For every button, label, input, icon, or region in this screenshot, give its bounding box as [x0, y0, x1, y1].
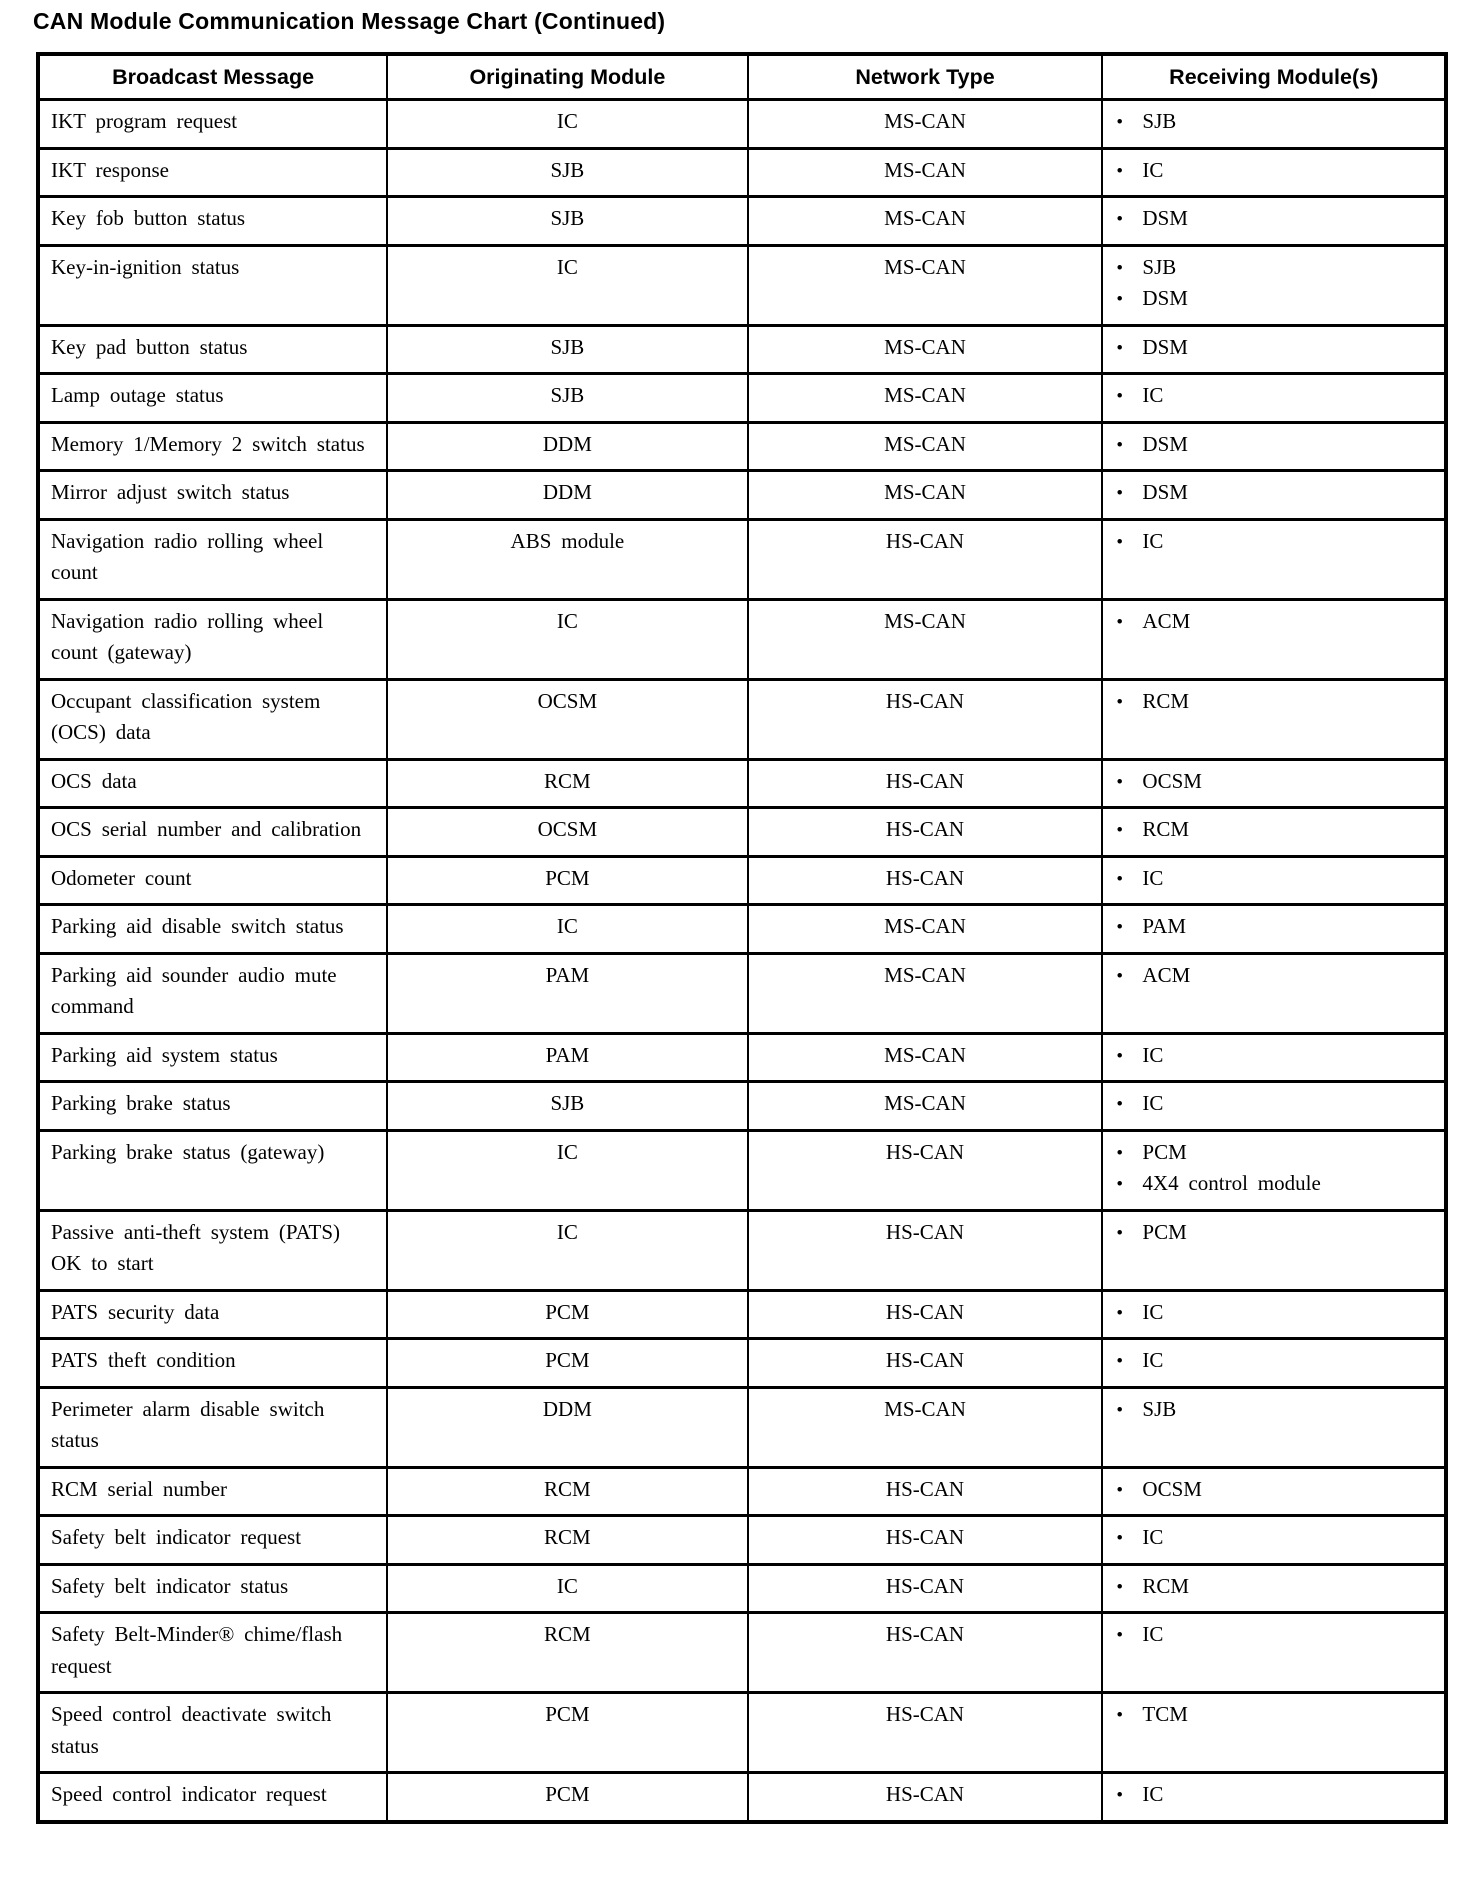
bullet-icon: • [1116, 1302, 1124, 1324]
column-header-broadcast-message: Broadcast Message [38, 54, 387, 100]
receiver-item [1116, 332, 1434, 364]
bullet-icon: • [1116, 531, 1124, 553]
cell-originating-module: PCM [387, 856, 747, 905]
cell-broadcast-message: Key fob button status [38, 197, 387, 246]
receiver-name: DSM [1142, 286, 1188, 310]
cell-receiving-modules [1102, 325, 1446, 374]
cell-network-type: MS-CAN [748, 1082, 1103, 1131]
table-row [38, 1130, 1446, 1210]
table-row [38, 197, 1446, 246]
cell-receiving-modules [1102, 1613, 1446, 1693]
cell-originating-module: PAM [387, 953, 747, 1033]
cell-network-type: HS-CAN [748, 1210, 1103, 1290]
bullet-icon: • [1116, 1528, 1124, 1549]
receiver-item [1116, 526, 1434, 558]
bullet-icon: • [1116, 337, 1124, 359]
bullet-icon: • [1116, 1045, 1124, 1067]
bullet-icon: • [1116, 209, 1124, 230]
receiver-item [1116, 283, 1434, 315]
receiver-name: OCSM [1142, 768, 1202, 793]
cell-network-type: MS-CAN [748, 1387, 1103, 1467]
table-row [38, 1210, 1446, 1290]
receiver-name: ACM [1142, 962, 1191, 987]
receiver-item [1116, 252, 1434, 284]
bullet-icon: • [1116, 1785, 1124, 1806]
cell-receiving-modules [1102, 374, 1446, 423]
receiver-item [1116, 1522, 1434, 1554]
receiver-item [1116, 380, 1434, 412]
table-row [38, 1290, 1446, 1339]
table-row [38, 953, 1446, 1033]
receiver-item [1116, 477, 1434, 509]
bullet-icon: • [1116, 611, 1124, 633]
receiver-name: IC [1142, 865, 1164, 890]
receiver-item [1116, 1217, 1434, 1249]
receiver-name: 4X4 control module [1142, 1171, 1321, 1195]
table-row [38, 374, 1446, 423]
receiver-name: SJB [1142, 254, 1177, 279]
cell-broadcast-message: Speed control deactivate switch status [38, 1693, 387, 1773]
page-title: CAN Module Communication Message Chart (Continued) [33, 8, 666, 34]
cell-broadcast-message: Perimeter alarm disable switch status [38, 1387, 387, 1467]
cell-receiving-modules [1102, 245, 1446, 325]
cell-broadcast-message: Parking brake status [38, 1082, 387, 1131]
cell-network-type: MS-CAN [748, 325, 1103, 374]
receiver-name: RCM [1142, 817, 1190, 841]
bullet-icon: • [1116, 1479, 1124, 1501]
receiver-item [1116, 203, 1434, 235]
table-row [38, 1773, 1446, 1822]
table-row [38, 1693, 1446, 1773]
bullet-icon: • [1116, 1625, 1124, 1646]
receiver-item [1116, 814, 1434, 846]
cell-network-type: MS-CAN [748, 245, 1103, 325]
cell-network-type: MS-CAN [748, 1033, 1103, 1082]
bullet-icon: • [1116, 1399, 1124, 1421]
table-row [38, 759, 1446, 808]
receiver-name: PCM [1142, 1219, 1187, 1244]
receiver-name: DSM [1142, 206, 1188, 230]
column-header-receiving-modules: Receiving Module(s) [1102, 54, 1446, 100]
table-row [38, 1613, 1446, 1693]
receiver-name: IC [1142, 1042, 1164, 1067]
cell-broadcast-message: PATS theft condition [38, 1339, 387, 1388]
cell-network-type: HS-CAN [748, 519, 1103, 599]
receiver-name: DSM [1142, 431, 1188, 456]
receiver-item [1116, 1345, 1434, 1377]
column-header-originating-module: Originating Module [387, 54, 747, 100]
cell-receiving-modules [1102, 1564, 1446, 1613]
receiver-name: OCSM [1142, 1476, 1202, 1501]
cell-originating-module: RCM [387, 759, 747, 808]
cell-originating-module: PCM [387, 1693, 747, 1773]
cell-broadcast-message: IKT program request [38, 100, 387, 149]
receiver-name: SJB [1142, 109, 1177, 133]
receiver-name: ACM [1142, 608, 1191, 633]
bullet-icon: • [1116, 820, 1124, 841]
bullet-icon: • [1116, 1222, 1124, 1244]
bullet-icon: • [1116, 771, 1124, 793]
cell-broadcast-message: Navigation radio rolling wheel count (gateway) [38, 599, 387, 679]
cell-broadcast-message: OCS data [38, 759, 387, 808]
cell-receiving-modules [1102, 1130, 1446, 1210]
table-row [38, 808, 1446, 857]
cell-broadcast-message: Parking aid disable switch status [38, 905, 387, 954]
receiver-item [1116, 1571, 1434, 1603]
cell-originating-module: IC [387, 1130, 747, 1210]
receiver-name: PCM [1142, 1139, 1187, 1164]
cell-network-type: HS-CAN [748, 1467, 1103, 1516]
cell-originating-module: IC [387, 905, 747, 954]
cell-receiving-modules [1102, 1290, 1446, 1339]
receiver-name: IC [1142, 1348, 1164, 1372]
cell-receiving-modules [1102, 1773, 1446, 1822]
receiver-name: IC [1142, 528, 1164, 553]
bullet-icon: • [1116, 1174, 1124, 1195]
bullet-icon: • [1116, 112, 1124, 133]
cell-network-type: HS-CAN [748, 759, 1103, 808]
cell-network-type: MS-CAN [748, 953, 1103, 1033]
cell-broadcast-message: IKT response [38, 148, 387, 197]
cell-broadcast-message: Safety belt indicator status [38, 1564, 387, 1613]
cell-originating-module: RCM [387, 1467, 747, 1516]
cell-network-type: MS-CAN [748, 100, 1103, 149]
cell-receiving-modules [1102, 759, 1446, 808]
bullet-icon: • [1116, 1351, 1124, 1372]
table-row [38, 422, 1446, 471]
cell-receiving-modules [1102, 1467, 1446, 1516]
cell-broadcast-message: Passive anti-theft system (PATS) OK to start [38, 1210, 387, 1290]
receiver-name: SJB [1142, 1396, 1177, 1421]
cell-originating-module: IC [387, 245, 747, 325]
bullet-icon: • [1116, 691, 1124, 713]
receiver-item [1116, 1779, 1434, 1811]
table-row [38, 905, 1446, 954]
cell-network-type: MS-CAN [748, 374, 1103, 423]
receiver-item [1116, 1040, 1434, 1072]
cell-broadcast-message: Mirror adjust switch status [38, 471, 387, 520]
cell-receiving-modules [1102, 1693, 1446, 1773]
cell-network-type: HS-CAN [748, 679, 1103, 759]
table-row [38, 471, 1446, 520]
cell-broadcast-message: Key pad button status [38, 325, 387, 374]
bullet-icon: • [1116, 1705, 1124, 1726]
cell-network-type: MS-CAN [748, 471, 1103, 520]
cell-originating-module: SJB [387, 148, 747, 197]
cell-originating-module: PCM [387, 1773, 747, 1822]
bullet-icon: • [1116, 1094, 1124, 1115]
receiver-item [1116, 960, 1434, 992]
cell-network-type: HS-CAN [748, 1773, 1103, 1822]
cell-network-type: HS-CAN [748, 1564, 1103, 1613]
bullet-icon: • [1116, 289, 1124, 310]
bullet-icon: • [1116, 917, 1124, 938]
table-row [38, 856, 1446, 905]
receiver-item [1116, 155, 1434, 187]
bullet-icon: • [1116, 434, 1124, 456]
cell-network-type: MS-CAN [748, 197, 1103, 246]
bullet-icon: • [1116, 1142, 1124, 1164]
cell-receiving-modules [1102, 422, 1446, 471]
bullet-icon: • [1116, 483, 1124, 504]
cell-originating-module: SJB [387, 374, 747, 423]
bullet-icon: • [1116, 1576, 1124, 1598]
cell-originating-module: SJB [387, 325, 747, 374]
receiver-name: RCM [1142, 688, 1190, 713]
table-row [38, 325, 1446, 374]
table-row [38, 1033, 1446, 1082]
cell-receiving-modules [1102, 197, 1446, 246]
table-row [38, 1339, 1446, 1388]
cell-receiving-modules [1102, 905, 1446, 954]
receiver-name: IC [1142, 1091, 1164, 1115]
bullet-icon: • [1116, 160, 1124, 182]
cell-network-type: HS-CAN [748, 1130, 1103, 1210]
cell-originating-module: DDM [387, 1387, 747, 1467]
receiver-name: TCM [1142, 1702, 1188, 1726]
cell-receiving-modules [1102, 1339, 1446, 1388]
table-row [38, 245, 1446, 325]
cell-receiving-modules [1102, 856, 1446, 905]
cell-network-type: HS-CAN [748, 1613, 1103, 1693]
cell-network-type: HS-CAN [748, 1339, 1103, 1388]
table-header-row [38, 54, 1446, 100]
receiver-name: DSM [1142, 480, 1188, 504]
table-row [38, 1082, 1446, 1131]
cell-broadcast-message: Odometer count [38, 856, 387, 905]
bullet-icon: • [1116, 386, 1124, 407]
table-row [38, 599, 1446, 679]
cell-originating-module: IC [387, 100, 747, 149]
cell-broadcast-message: Memory 1/Memory 2 switch status [38, 422, 387, 471]
can-message-table [36, 52, 1448, 1824]
cell-originating-module: IC [387, 1210, 747, 1290]
table-row [38, 1516, 1446, 1565]
cell-originating-module: IC [387, 599, 747, 679]
cell-receiving-modules [1102, 1082, 1446, 1131]
receiver-name: IC [1142, 1525, 1164, 1549]
cell-network-type: MS-CAN [748, 422, 1103, 471]
cell-originating-module: DDM [387, 471, 747, 520]
cell-network-type: HS-CAN [748, 856, 1103, 905]
cell-originating-module: SJB [387, 197, 747, 246]
cell-originating-module: PCM [387, 1339, 747, 1388]
cell-receiving-modules [1102, 1516, 1446, 1565]
column-header-network-type: Network Type [748, 54, 1103, 100]
cell-broadcast-message: Parking brake status (gateway) [38, 1130, 387, 1210]
table-row [38, 1387, 1446, 1467]
cell-receiving-modules [1102, 100, 1446, 149]
receiver-name: IC [1142, 1622, 1164, 1646]
table-row [38, 679, 1446, 759]
cell-originating-module: OCSM [387, 808, 747, 857]
cell-receiving-modules [1102, 679, 1446, 759]
cell-originating-module: ABS module [387, 519, 747, 599]
receiver-item [1116, 1297, 1434, 1329]
cell-receiving-modules [1102, 599, 1446, 679]
cell-broadcast-message: Key-in-ignition status [38, 245, 387, 325]
cell-receiving-modules [1102, 1387, 1446, 1467]
receiver-name: IC [1142, 1299, 1164, 1324]
cell-originating-module: SJB [387, 1082, 747, 1131]
cell-receiving-modules [1102, 808, 1446, 857]
receiver-item [1116, 1619, 1434, 1651]
receiver-item [1116, 1168, 1434, 1200]
cell-receiving-modules [1102, 519, 1446, 599]
receiver-name: IC [1142, 383, 1164, 407]
cell-originating-module: RCM [387, 1516, 747, 1565]
receiver-item [1116, 911, 1434, 943]
cell-broadcast-message: Speed control indicator request [38, 1773, 387, 1822]
receiver-item [1116, 766, 1434, 798]
cell-originating-module: PAM [387, 1033, 747, 1082]
cell-broadcast-message: Lamp outage status [38, 374, 387, 423]
bullet-icon: • [1116, 965, 1124, 987]
receiver-item [1116, 1088, 1434, 1120]
cell-broadcast-message: Navigation radio rolling wheel count [38, 519, 387, 599]
receiver-name: IC [1142, 1782, 1164, 1806]
cell-receiving-modules [1102, 1033, 1446, 1082]
cell-receiving-modules [1102, 953, 1446, 1033]
receiver-name: PAM [1142, 914, 1187, 938]
receiver-name: RCM [1142, 1573, 1190, 1598]
receiver-item [1116, 1394, 1434, 1426]
cell-originating-module: DDM [387, 422, 747, 471]
receiver-item [1116, 606, 1434, 638]
cell-receiving-modules [1102, 471, 1446, 520]
receiver-item [1116, 686, 1434, 718]
cell-network-type: MS-CAN [748, 905, 1103, 954]
cell-network-type: HS-CAN [748, 1290, 1103, 1339]
cell-network-type: HS-CAN [748, 808, 1103, 857]
cell-broadcast-message: RCM serial number [38, 1467, 387, 1516]
receiver-item [1116, 106, 1434, 138]
table-row [38, 1467, 1446, 1516]
cell-originating-module: RCM [387, 1613, 747, 1693]
cell-broadcast-message: PATS security data [38, 1290, 387, 1339]
receiver-item [1116, 863, 1434, 895]
receiver-item [1116, 429, 1434, 461]
cell-originating-module: IC [387, 1564, 747, 1613]
cell-network-type: MS-CAN [748, 148, 1103, 197]
receiver-name: IC [1142, 157, 1164, 182]
table-row [38, 100, 1446, 149]
cell-originating-module: OCSM [387, 679, 747, 759]
receiver-item [1116, 1699, 1434, 1731]
cell-network-type: HS-CAN [748, 1516, 1103, 1565]
receiver-item [1116, 1137, 1434, 1169]
table-row [38, 1564, 1446, 1613]
cell-receiving-modules [1102, 1210, 1446, 1290]
cell-broadcast-message: Parking aid system status [38, 1033, 387, 1082]
receiver-item [1116, 1474, 1434, 1506]
cell-broadcast-message: Parking aid sounder audio mute command [38, 953, 387, 1033]
cell-network-type: HS-CAN [748, 1693, 1103, 1773]
cell-broadcast-message: Occupant classification system (OCS) data [38, 679, 387, 759]
cell-network-type: MS-CAN [748, 599, 1103, 679]
bullet-icon: • [1116, 868, 1124, 890]
receiver-name: DSM [1142, 334, 1188, 359]
cell-originating-module: PCM [387, 1290, 747, 1339]
table-row [38, 148, 1446, 197]
cell-receiving-modules [1102, 148, 1446, 197]
cell-broadcast-message: Safety belt indicator request [38, 1516, 387, 1565]
cell-broadcast-message: Safety Belt-Minder® chime/flash request [38, 1613, 387, 1693]
table-row [38, 519, 1446, 599]
cell-broadcast-message: OCS serial number and calibration [38, 808, 387, 857]
bullet-icon: • [1116, 257, 1124, 279]
